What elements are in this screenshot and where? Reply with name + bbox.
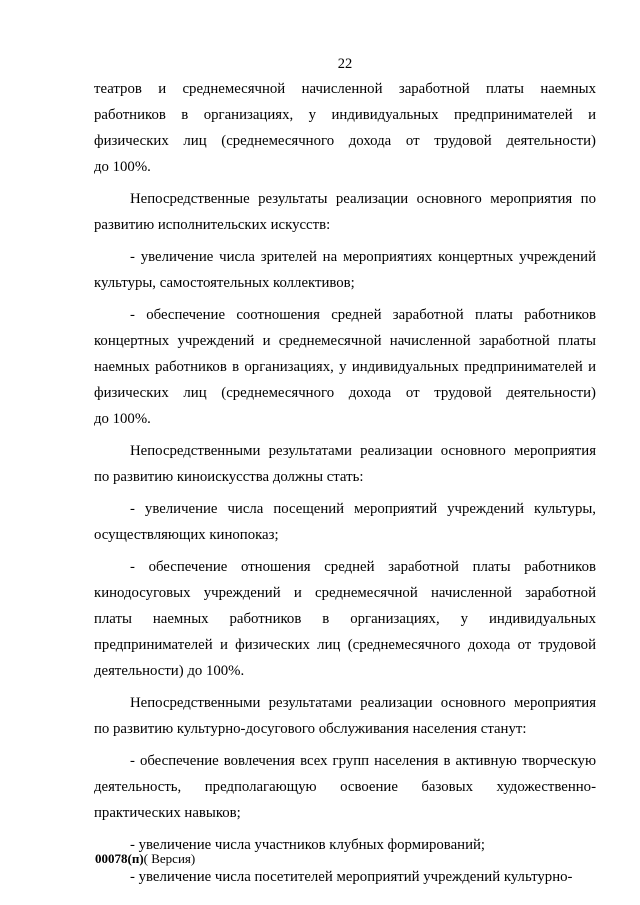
text-line: кинодосуговых учреждений и среднемесячной начисленной заработной (94, 585, 596, 601)
page-number: 22 (337, 56, 353, 72)
paragraph (94, 864, 596, 890)
paragraph (94, 690, 596, 742)
paragraph (94, 496, 596, 548)
text-line: до 100%. (94, 411, 151, 427)
document-footer (95, 851, 195, 867)
paragraph (94, 76, 596, 180)
text-line: деятельности) до 100%. (94, 663, 245, 679)
paragraph (94, 244, 596, 296)
paragraph (94, 186, 596, 238)
footer-document-code: 00078(п) (95, 851, 144, 866)
text-line: - увеличение числа посещений мероприятий учреждений культуры, (130, 501, 596, 517)
paragraph (94, 748, 596, 826)
footer-version-label: ( Версия) (143, 851, 196, 866)
text-line: Непосредственными результатами реализации основного мероприятия (130, 695, 596, 711)
text-line: концертных учреждений и среднемесячной начисленной заработной платы (94, 333, 596, 349)
text-line: практических навыков; (94, 805, 241, 821)
text-line: по развитию культурно-досугового обслуживания населения станут: (94, 721, 527, 737)
text-line: - увеличение числа зрителей на мероприятиях концертных учреждений (130, 249, 596, 265)
text-line: наемных работников в организациях, у индивидуальных предпринимателей и (94, 359, 596, 375)
text-line: - обеспечение соотношения средней заработной платы работников (130, 307, 596, 323)
text-line: осуществляющих кинопоказ; (94, 527, 279, 543)
text-line: развитию исполнительских искусств: (94, 217, 331, 233)
text-line: по развитию киноискусства должны стать: (94, 469, 364, 485)
paragraph (94, 554, 596, 684)
text-line: - обеспечение вовлечения всех групп населения в активную творческую (130, 753, 596, 769)
paragraph (94, 302, 596, 432)
paragraph (94, 438, 596, 490)
text-line: - увеличение числа посетителей мероприятий учреждений культурно- (130, 869, 573, 885)
text-line: физических лиц (среднемесячного дохода от трудовой деятельности) (94, 133, 596, 149)
text-line: - обеспечение отношения средней заработной платы работников (130, 559, 596, 575)
text-line: культуры, самостоятельных коллективов; (94, 275, 355, 291)
document-body (94, 76, 596, 890)
text-line: предпринимателей и физических лиц (среднемесячного дохода от трудовой (94, 637, 596, 653)
text-line: Непосредственные результаты реализации основного мероприятия по (130, 191, 596, 207)
text-line: работников в организациях, у индивидуальных предпринимателей и (94, 107, 596, 123)
text-line: физических лиц (среднемесячного дохода от трудовой деятельности) (94, 385, 596, 401)
text-line: платы наемных работников в организациях, у индивидуальных (94, 611, 596, 627)
text-line: театров и среднемесячной начисленной заработной платы наемных (94, 81, 596, 97)
text-line: Непосредственными результатами реализации основного мероприятия (130, 443, 596, 459)
text-line: - увеличение числа участников клубных формирований; (130, 837, 486, 853)
text-line: деятельность, предполагающую освоение базовых художественно- (94, 779, 596, 795)
text-line: до 100%. (94, 159, 151, 175)
